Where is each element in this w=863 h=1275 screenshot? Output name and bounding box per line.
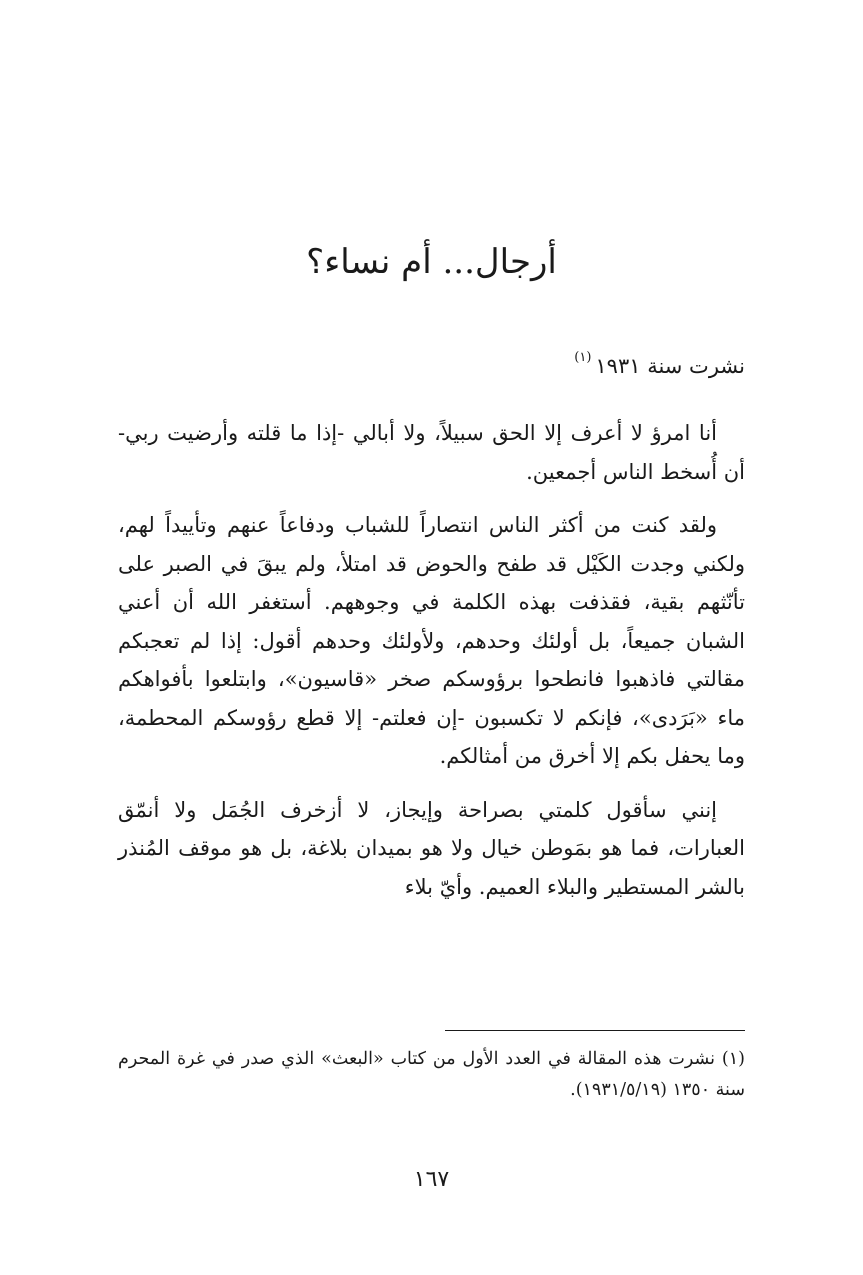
footnote-divider <box>445 1030 745 1031</box>
publication-note <box>574 340 745 384</box>
article-body <box>118 414 745 921</box>
paragraph-2: ولقد كنت من أكثر الناس انتصاراً للشباب ودفاعاً عنهم وتأييداً لهم، ولكني وجدت الكَيْل قد طفح والحوض قد امتلأ، ولم يبقَ في الصبر على تأنّثهم بقية، فقذفت بهذه الكلمة في وجوههم. أستغفر الله أن أعني الشبان جميعاً، بل أولئك وحدهم، ولأولئك وحدهم أقول: إذا لم تعجبكم مقالتي فاذهبوا فانطحوا برؤوسكم صخر «قاسيون»، وابتلعوا بأفواهكم ماء «بَرَدى»، فإنكم لا تكسبون -إن فعلتم- إلا قطع رؤوسكم المحطمة، وما يحفل بكم إلا أخرق من أمثالكم. <box>118 513 745 768</box>
paragraph-1: أنا امرؤ لا أعرف إلا الحق سبيلاً، ولا أبالي -إذا ما قلته وأرضيت ربي- أن أُسخط الناس أجمعين. <box>118 421 745 484</box>
footnote-reference-marker: (١) <box>574 350 592 365</box>
paragraph-3: إنني سأقول كلمتي بصراحة وإيجاز، لا أزخرف الجُمَل ولا أنمّق العبارات، فما هو بمَوطن خيال ولا هو بميدان بلاغة، بل هو موقف المُنذر بالشر المستطير والبلاء العميم. وأيّ بلاء <box>118 797 745 899</box>
footnote-text: (١) نشرت هذه المقالة في العدد الأول من كتاب «البعث» الذي صدر في غرة المحرم سنة ١٣٥٠ (١٩٣١/٥/١٩). <box>118 1049 745 1100</box>
article-title: أرجال... أم نساء؟ <box>306 242 557 282</box>
publication-year-text: نشرت سنة ١٩٣١ <box>595 354 745 378</box>
page-number: ١٦٧ <box>413 1167 450 1192</box>
